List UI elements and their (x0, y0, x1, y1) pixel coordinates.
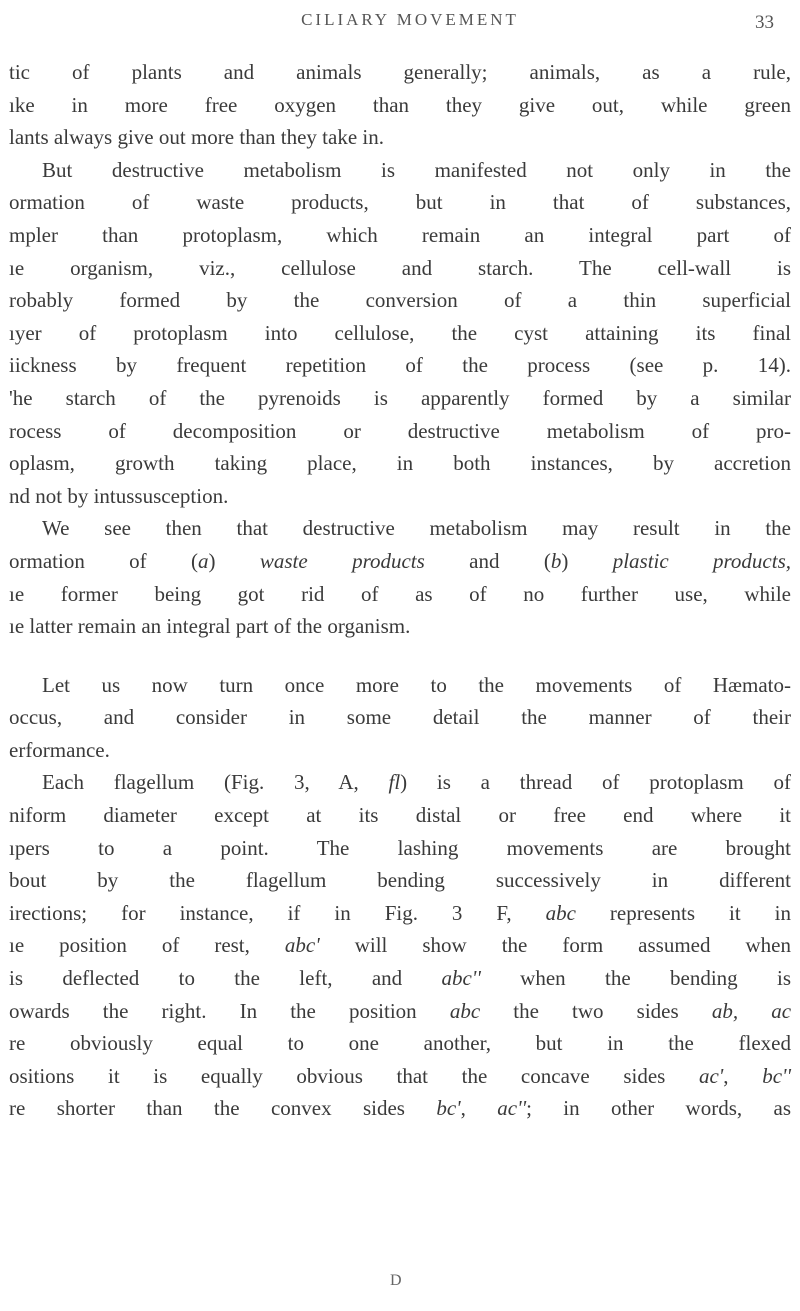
text-line: ıke in more free oxygen than they give out, while green (9, 92, 791, 117)
text-line-with-italics: ositions it is equally obvious that the concave sides ac', bc'' (9, 1063, 791, 1088)
text-line: 'he starch of the pyrenoids is apparently formed by a similar (9, 385, 791, 410)
text-line: rocess of decomposition or destructive metabolism of pro- (9, 418, 791, 443)
text-line: ormation of waste products, but in that of substances, (9, 190, 791, 215)
text-line: ıe latter remain an integral part of the organism. (9, 614, 411, 639)
page-number: 33 (755, 12, 774, 33)
text-line: iickness by frequent repetition of the process (see p. 14). (9, 353, 791, 378)
text-line: ıpers to a point. The lashing movements are brought (9, 835, 791, 860)
text-line-with-italics: owards the right. In the position abc the two sides ab, ac (9, 998, 792, 1023)
text-line-with-italics: re shorter than the convex sides bc', ac''; in other words, as (9, 1096, 791, 1121)
text-line: erformance. (9, 737, 110, 762)
text-line: We see then that destructive metabolism may result in the (42, 516, 791, 541)
text-line: Let us now turn once more to the movements of Hæmato- (42, 672, 791, 697)
text-line: ıyer of protoplasm into cellulose, the cyst attaining its final (9, 320, 791, 345)
text-line-with-italics: ormation of (a) waste products and (b) plastic products, (9, 548, 792, 573)
running-title: CILIARY MOVEMENT (301, 10, 519, 29)
text-line: occus, and consider in some detail the manner of their (9, 705, 791, 730)
text-line-with-italics: irections; for instance, if in Fig. 3 F, abc represents it in (9, 900, 791, 925)
text-line: bout by the flagellum bending successively in different (9, 868, 791, 893)
signature-mark: D (390, 1272, 402, 1289)
running-head (0, 8, 800, 34)
text-line-with-italics: is deflected to the left, and abc'' when the bending is (9, 966, 791, 991)
text-line: But destructive metabolism is manifested not only in the (42, 157, 791, 182)
text-line: niform diameter except at its distal or free end where it (9, 803, 791, 828)
text-line: ıe organism, viz., cellulose and starch. The cell-wall is (9, 255, 791, 280)
text-line: ıe former being got rid of as of no further use, while (9, 581, 791, 606)
text-line: tic of plants and animals generally; animals, as a rule, (9, 60, 791, 84)
text-body (0, 56, 800, 1125)
text-line-with-italics: Each flagellum (Fig. 3, A, fl) is a thread of protoplasm of (42, 770, 791, 795)
text-line: oplasm, growth taking place, in both instances, by accretion (9, 451, 791, 476)
text-line: robably formed by the conversion of a thin superficial (9, 288, 791, 313)
text-line-with-italics: ıe position of rest, abc' will show the form assumed when (9, 933, 791, 958)
text-line: mpler than protoplasm, which remain an integral part of (9, 222, 791, 247)
text-line: re obviously equal to one another, but in the flexed (9, 1031, 791, 1056)
text-line: lants always give out more than they take in. (9, 125, 384, 150)
text-line: nd not by intussusception. (9, 483, 229, 508)
